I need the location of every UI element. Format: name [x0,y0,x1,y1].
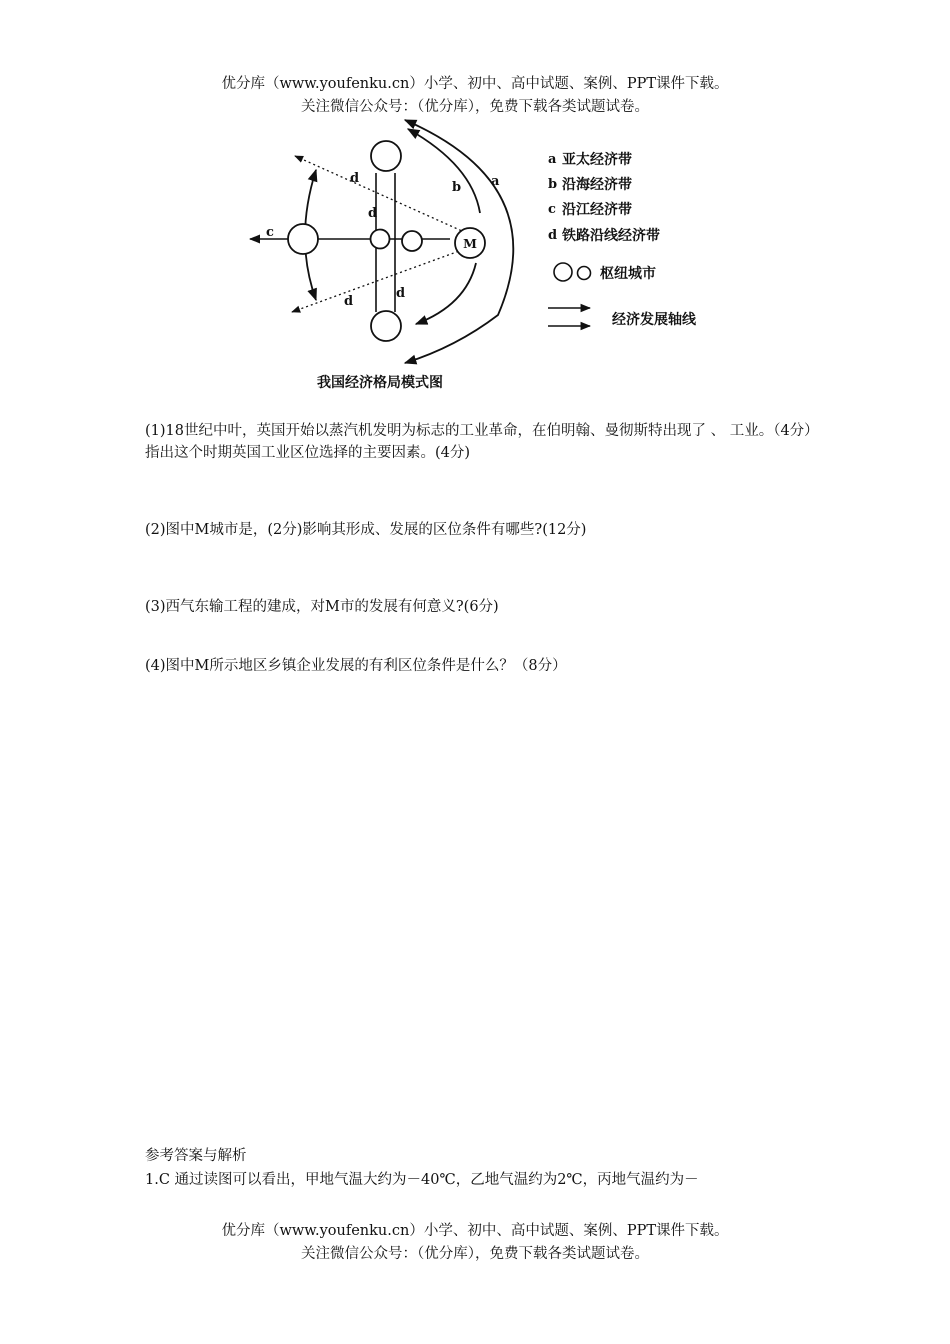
axis-label-b: b [452,180,462,195]
legend-axis-text: 经济发展轴线 [612,312,696,328]
axis-label-a: a [491,174,500,189]
legend-key-c: c [548,202,556,217]
axis-label-d-1: d [350,171,360,186]
footer-line-1: 优分库（www.youfenku.cn）小学、初中、高中试题、案例、PPT课件下载。 [221,1223,729,1239]
header-line-2: 关注微信公众号：（优分库），免费下载各类试题试卷。 [301,99,649,115]
question-3: (3)西气东输工程的建成，对M市的发展有何意义?(6分) [145,599,499,615]
page-header [0,74,950,117]
hub-cities [288,141,485,341]
legend-text-c: 沿江经济带 [562,202,632,218]
legend-hub-small-circle [578,267,591,280]
question-4: (4)图中M所示地区乡镇企业发展的有利区位条件是什么？（8分） [145,658,567,674]
hub-city-east [402,231,422,251]
axis-label-c: c [266,225,274,240]
answers-heading: 参考答案与解析 [145,1148,247,1164]
answers-line-1: 1.C 通过读图可以看出，甲地气温大约为－40℃，乙地气温约为2℃，丙地气温约为－ [145,1172,699,1188]
legend [548,151,697,328]
diagram-title: 我国经济格局模式图 [317,375,443,391]
legend-key-b: b [548,177,558,192]
header-line-1: 优分库（www.youfenku.cn）小学、初中、高中试题、案例、PPT课件下载。 [221,76,729,92]
page-footer [0,1221,950,1264]
question-2: (2)图中M城市是，(2分)影响其形成、发展的区位条件有哪些?(12分) [145,522,587,538]
hub-city-west [288,224,318,254]
hub-city-south [371,311,401,341]
axis-label-d-2: d [368,206,378,221]
city-m-label: M [463,236,477,251]
legend-text-d: 铁路沿线经济带 [562,228,660,244]
axis-label-d-4: d [396,286,406,301]
question-1: (1)18世纪中叶，英国开始以蒸汽机发明为标志的工业革命，在伯明翰、曼彻斯特出现了 、 工业。（4分）指出这个时期英国工业区位选择的主要因素。(4分) [145,423,819,461]
hub-city-north [371,141,401,171]
legend-text-b: 沿海经济带 [562,177,632,193]
legend-text-a: 亚太经济带 [562,152,632,168]
footer-line-2: 关注微信公众号：（优分库），免费下载各类试题试卷。 [301,1246,649,1262]
legend-key-a: a [548,152,557,167]
legend-hub-text: 枢纽城市 [600,266,656,282]
axis-label-d-3: d [344,294,354,309]
economic-pattern-diagram [240,115,720,400]
hub-city-center [371,230,390,249]
legend-key-d: d [548,228,558,243]
legend-hub-large-circle [554,263,572,281]
